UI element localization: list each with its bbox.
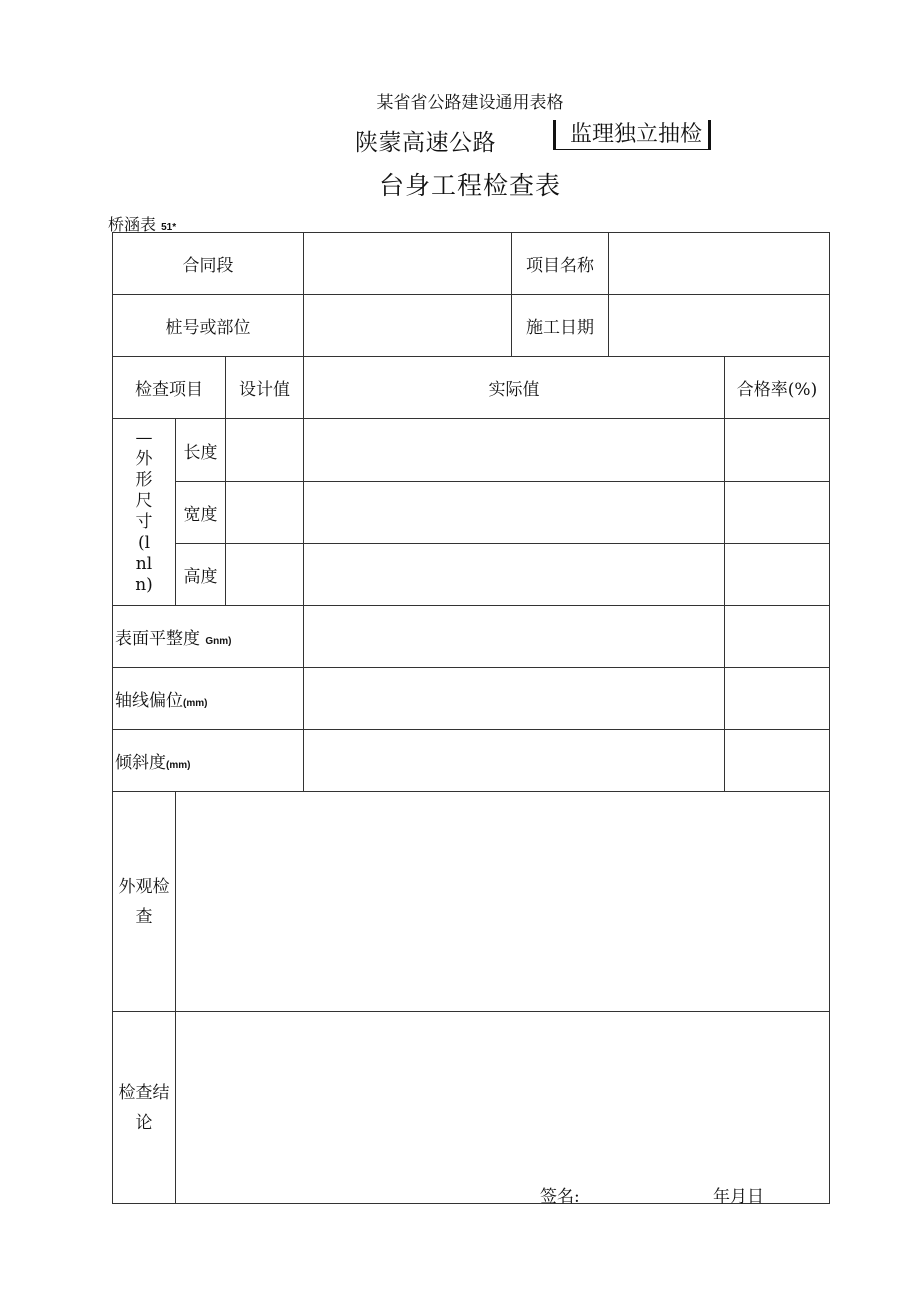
height-pass[interactable]: [725, 544, 830, 606]
supervision-label: [553, 118, 711, 152]
length-design[interactable]: [226, 419, 304, 482]
axis-offset-unit: (mm): [183, 698, 208, 709]
conclusion-label: 检查结论: [113, 1012, 176, 1204]
form-title: 台身工程检查表: [378, 171, 561, 200]
col-actual-header: 实际值: [304, 357, 725, 419]
flatness-unit: Gnm): [205, 636, 232, 647]
length-label: 长度: [176, 419, 226, 482]
width-label: 宽度: [176, 482, 226, 544]
station-value[interactable]: [304, 295, 512, 357]
inspection-table: [112, 232, 830, 1204]
length-actual[interactable]: [304, 419, 725, 482]
width-design[interactable]: [226, 482, 304, 544]
dimension-group-label: —外形尺寸(lnln): [135, 428, 153, 595]
length-pass[interactable]: [725, 419, 830, 482]
tilt-unit: (mm): [166, 760, 191, 771]
width-actual[interactable]: [304, 482, 725, 544]
axis-offset-label: [113, 668, 304, 730]
flatness-label: [113, 606, 304, 668]
station-label: 桩号或部位: [113, 295, 304, 357]
tilt-actual[interactable]: [304, 730, 725, 792]
item-name-label: 项目名称: [512, 233, 609, 295]
height-label: 高度: [176, 544, 226, 606]
contract-value[interactable]: [304, 233, 512, 295]
flatness-text: 表面平整度: [115, 629, 200, 649]
height-design[interactable]: [226, 544, 304, 606]
tilt-text: 倾斜度: [115, 753, 166, 773]
width-pass[interactable]: [725, 482, 830, 544]
col-pass-header: 合格率(%): [725, 357, 830, 419]
form-code-number: 51*: [161, 222, 177, 233]
tilt-pass[interactable]: [725, 730, 830, 792]
axis-offset-actual[interactable]: [304, 668, 725, 730]
appearance-value[interactable]: [176, 792, 830, 1012]
item-name-value[interactable]: [609, 233, 830, 295]
appearance-label: 外观检查: [113, 792, 176, 1012]
flatness-actual[interactable]: [304, 606, 725, 668]
axis-offset-text: 轴线偏位: [115, 691, 183, 711]
dimension-group: [113, 419, 176, 606]
axis-offset-pass[interactable]: [725, 668, 830, 730]
col-design-header: 设计值: [226, 357, 304, 419]
tilt-label: [113, 730, 304, 792]
col-item-header: 检查项目: [113, 357, 226, 419]
build-date-label: 施工日期: [512, 295, 609, 357]
build-date-value[interactable]: [609, 295, 830, 357]
conclusion-value[interactable]: [176, 1012, 830, 1204]
signature-label: 签名:: [540, 1187, 580, 1207]
project-name: 陕蒙高速公路: [355, 130, 496, 156]
org-header: 某省省公路建设通用表格: [376, 93, 564, 113]
bracket-right: [708, 120, 711, 150]
height-actual[interactable]: [304, 544, 725, 606]
flatness-pass[interactable]: [725, 606, 830, 668]
date-label: 年月日: [713, 1187, 764, 1207]
form-code-label: 桥涵表: [108, 215, 157, 234]
contract-label: 合同段: [113, 233, 304, 295]
supervision-text: 监理独立抽检: [556, 121, 708, 150]
